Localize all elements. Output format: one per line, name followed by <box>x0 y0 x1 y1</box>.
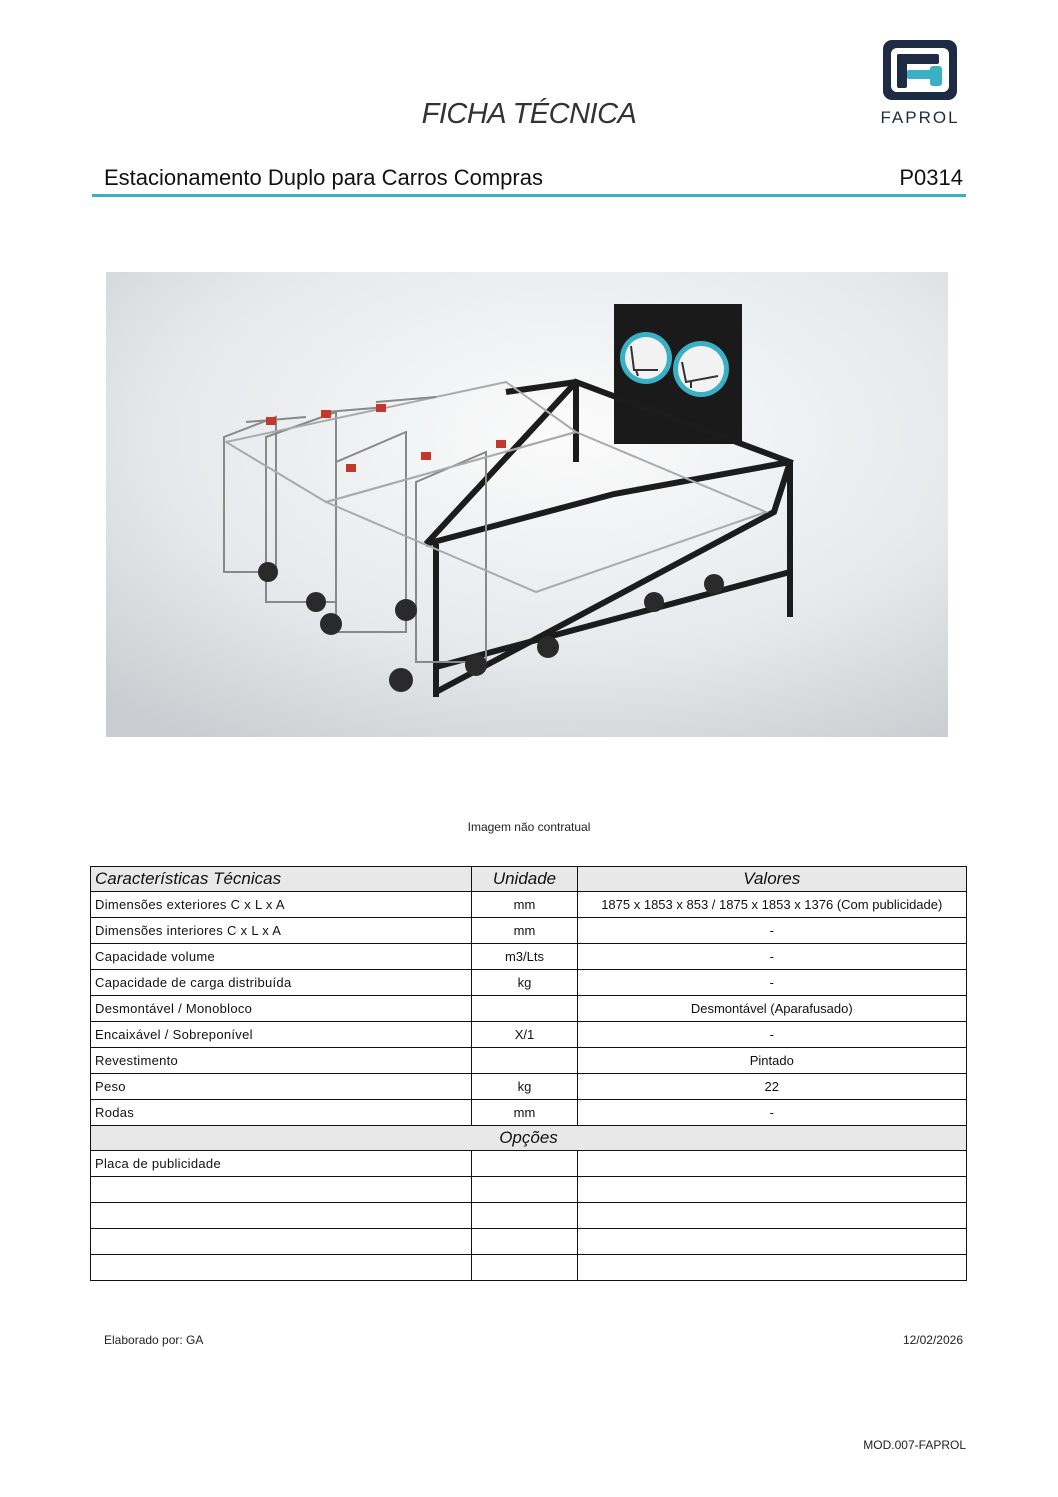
table-row <box>91 944 967 970</box>
value-cell: Desmontável (Aparafusado) <box>577 996 966 1022</box>
value-cell: - <box>577 918 966 944</box>
option-row <box>91 1229 967 1255</box>
title-underline <box>92 194 966 197</box>
feature-cell: Dimensões interiores C x L x A <box>91 918 472 944</box>
option-value-cell <box>577 1203 966 1229</box>
value-cell: - <box>577 1100 966 1126</box>
table-row <box>91 918 967 944</box>
option-feature-cell <box>91 1229 472 1255</box>
option-feature-cell: Placa de publicidade <box>91 1151 472 1177</box>
unit-cell <box>472 996 577 1022</box>
product-image <box>106 272 948 737</box>
feature-cell: Revestimento <box>91 1048 472 1074</box>
value-cell: - <box>577 1022 966 1048</box>
table-header-row <box>91 867 967 892</box>
option-row <box>91 1255 967 1281</box>
options-header: Opções <box>91 1126 967 1151</box>
options-header-row <box>91 1126 967 1151</box>
document-title: FICHA TÉCNICA <box>421 98 637 130</box>
table-row <box>91 1022 967 1048</box>
value-cell: - <box>577 944 966 970</box>
unit-cell: mm <box>472 1100 577 1126</box>
option-feature-cell <box>91 1255 472 1281</box>
table-row <box>91 970 967 996</box>
option-unit-cell <box>472 1203 577 1229</box>
unit-cell: X/1 <box>472 1022 577 1048</box>
option-value-cell <box>577 1151 966 1177</box>
col-header-value: Valores <box>577 867 966 892</box>
specs-table <box>90 866 967 1281</box>
option-feature-cell <box>91 1203 472 1229</box>
unit-cell: kg <box>472 1074 577 1100</box>
footer-model-code: MOD.007-FAPROL <box>863 1438 966 1452</box>
feature-cell: Desmontável / Monobloco <box>91 996 472 1022</box>
unit-cell: kg <box>472 970 577 996</box>
feature-cell: Capacidade de carga distribuída <box>91 970 472 996</box>
table-row <box>91 1048 967 1074</box>
unit-cell: mm <box>472 918 577 944</box>
feature-cell: Rodas <box>91 1100 472 1126</box>
option-unit-cell <box>472 1177 577 1203</box>
col-header-feature: Características Técnicas <box>91 867 472 892</box>
option-value-cell <box>577 1229 966 1255</box>
col-header-unit: Unidade <box>472 867 577 892</box>
footer-date: 12/02/2026 <box>902 1333 963 1347</box>
unit-cell: mm <box>472 892 577 918</box>
value-cell: - <box>577 970 966 996</box>
option-row <box>91 1177 967 1203</box>
option-row <box>91 1203 967 1229</box>
product-code: P0314 <box>899 165 963 190</box>
table-row <box>91 996 967 1022</box>
footer-author: Elaborado por: GA <box>104 1333 204 1347</box>
feature-cell: Capacidade volume <box>91 944 472 970</box>
option-unit-cell <box>472 1255 577 1281</box>
feature-cell: Dimensões exteriores C x L x A <box>91 892 472 918</box>
value-cell: 1875 x 1853 x 853 / 1875 x 1853 x 1376 (Com publicidade) <box>577 892 966 918</box>
unit-cell <box>472 1048 577 1074</box>
option-feature-cell <box>91 1177 472 1203</box>
option-row <box>91 1151 967 1177</box>
feature-cell: Peso <box>91 1074 472 1100</box>
option-value-cell <box>577 1255 966 1281</box>
image-disclaimer: Imagem não contratual <box>467 820 591 834</box>
table-row <box>91 1074 967 1100</box>
option-value-cell <box>577 1177 966 1203</box>
feature-cell: Encaixável / Sobreponível <box>91 1022 472 1048</box>
product-name: Estacionamento Duplo para Carros Compras <box>104 165 543 190</box>
logo-text: FAPROL <box>880 108 960 127</box>
value-cell: Pintado <box>577 1048 966 1074</box>
option-unit-cell <box>472 1151 577 1177</box>
table-row <box>91 1100 967 1126</box>
table-row <box>91 892 967 918</box>
unit-cell: m3/Lts <box>472 944 577 970</box>
value-cell: 22 <box>577 1074 966 1100</box>
option-unit-cell <box>472 1229 577 1255</box>
